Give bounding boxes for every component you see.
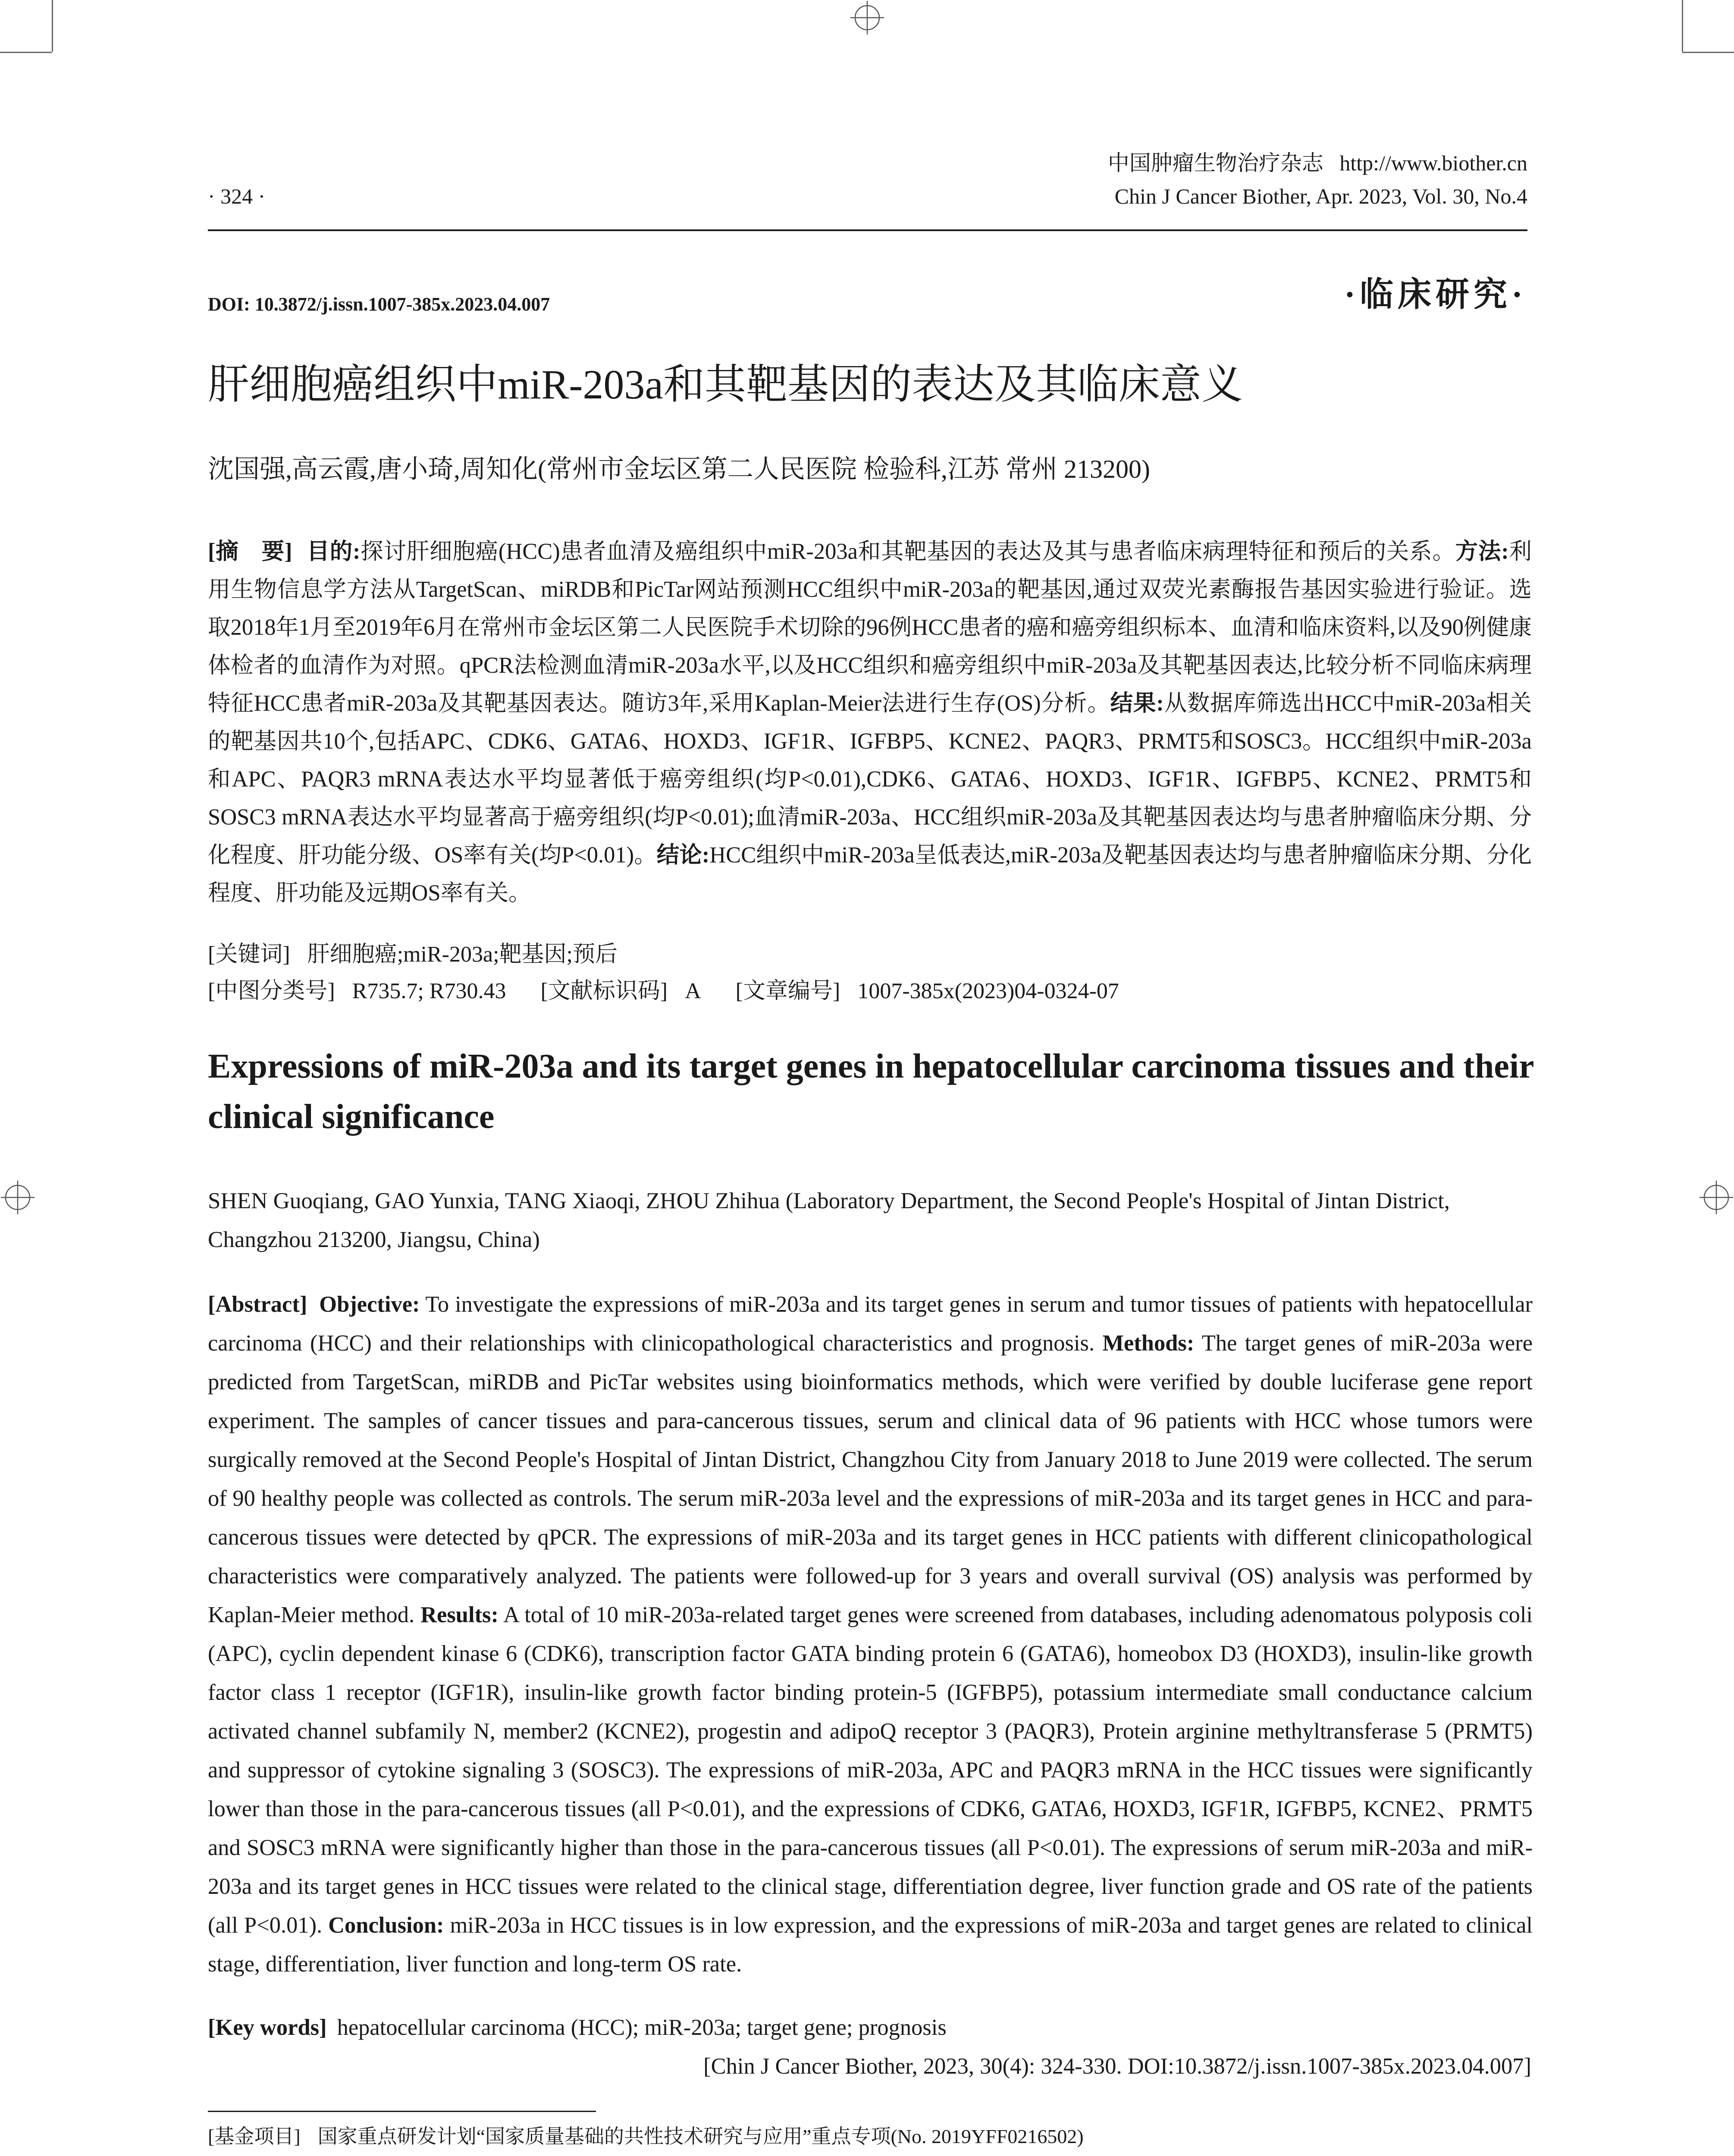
- article-title-cn: 肝细胞癌组织中miR-203a和其靶基因的表达及其临床意义: [208, 361, 1243, 407]
- keywords-text-cn: 肝细胞癌;miR-203a;靶基因;预后: [307, 942, 618, 967]
- journal-name-cn: 中国肿瘤生物治疗杂志: [1107, 151, 1323, 175]
- citation: [Chin J Cancer Biother, 2023, 30(4): 324-330. DOI:10.3872/j.issn.1007-385x.2023.04.007]: [703, 2054, 1531, 2079]
- running-head: [208, 142, 1527, 229]
- header-rule: [208, 229, 1527, 231]
- fund-text: 国家重点研发计划“国家质量基础的共性技术研究与应用”重点专项(No. 2019YFF0216502): [317, 2125, 1084, 2147]
- clc-label: [中图分类号]: [208, 979, 335, 1003]
- article-number-value: 1007-385x(2023)04-0324-07: [857, 979, 1119, 1003]
- abstract-label-en: [Abstract]: [208, 1292, 307, 1317]
- objective-label-en: Objective:: [319, 1292, 420, 1317]
- crop-mark: [0, 52, 52, 53]
- conclusion-label-en: Conclusion:: [328, 1913, 444, 1938]
- article-title-en: Expressions of miR-203a and its target genes in hepatocellular carcinoma tissues and their clinical significance: [208, 1047, 1534, 1136]
- conclusion-text-cn: HCC组织中miR-203a呈低表达,miR-203a及靶基因表达均与患者肿瘤临床分期、分化程度、肝功能及远期OS率有关。: [208, 843, 1532, 906]
- journal-url[interactable]: http://www.biother.cn: [1339, 151, 1527, 175]
- crop-mark: [1682, 52, 1734, 53]
- clc-value: R735.7; R730.43: [352, 979, 506, 1003]
- registration-mark-icon: [850, 1, 884, 34]
- methods-label-en: Methods:: [1102, 1331, 1195, 1356]
- abstract-label-cn: [摘 要]: [208, 539, 292, 564]
- abstract-cn: [208, 533, 1532, 912]
- keywords-text-en: hepatocellular carcinoma (HCC); miR-203a; target gene; prognosis: [337, 2015, 947, 2040]
- keywords-label-en: [Key words]: [208, 2015, 327, 2040]
- methods-label-cn: 方法:: [1455, 539, 1509, 564]
- results-text-en: A total of 10 miR-203a-related target genes were screened from databases, including adenomatous polyposis coli (APC), cyclin dependent kinase 6 (CDK6), transcription factor GATA binding protein 6 (GATA6), homeobox D3 (HOXD3), insulin-like growth factor class 1 receptor (IGF1R), insulin-like growth factor binding protein-5 (IGFBP5), potassium intermediate small conductance calcium activated channel subfamily N, member2 (KCNE2), progestin and adipoQ receptor 3 (PAQR3), Protein arginine methyltransferase 5 (PRMT5) and suppressor of cytokine signaling 3 (SOSC3). The expressions of miR-203a, APC and PAQR3 mRNA in the HCC tissues were significantly lower than those in the para-cancerous tissues (all P<0.01), and the expressions of CDK6, GATA6, HOXD3, IGF1R, IGFBP5, KCNE2、PRMT5 and SOSC3 mRNA were significantly higher than those in the para-cancerous tissues (all P<0.01). The expressions of serum miR-203a and miR-203a and its target genes in HCC tissues were related to the clinical stage, differentiation degree, liver function grade and OS rate of the patients (all P<0.01).: [208, 1602, 1533, 1938]
- results-text-cn: 从数据库筛选出HCC中miR-203a相关的靶基因共10个,包括APC、CDK6、GATA6、HOXD3、IGF1R、IGFBP5、KCNE2、PAQR3、PRMT5和SOSC3。HCC组织中miR-203a和APC、PAQR3 mRNA表达水平均显著低于癌旁组织(均P<0.01),CDK6、GATA6、HOXD3、IGF1R、IGFBP5、KCNE2、PRMT5和SOSC3 mRNA表达水平均显著高于癌旁组织(均P<0.01);血清miR-203a、HCC组织miR-203a及其靶基因表达均与患者肿瘤临床分期、分化程度、肝功能分级、OS率有关(均P<0.01)。: [208, 691, 1532, 868]
- crop-mark: [1682, 0, 1683, 52]
- registration-mark-icon: [1, 1181, 34, 1214]
- results-label-en: Results:: [420, 1602, 499, 1627]
- section-label: ·临床研究·: [1344, 276, 1527, 313]
- keywords-label-cn: [关键词]: [208, 942, 290, 967]
- journal-citation-line: Chin J Cancer Biother, Apr. 2023, Vol. 30, No.4: [1114, 184, 1527, 208]
- crop-mark: [52, 0, 53, 52]
- conclusion-text-en: miR-203a in HCC tissues is in low expression, and the expressions of miR-203a and target genes are related to clinical stage, differentiation, liver function and long-term OS rate.: [208, 1913, 1533, 1977]
- journal-header-line: [1108, 146, 1527, 177]
- article-number-label: [文章编号]: [735, 979, 840, 1003]
- doc-code-label: [文献标识码]: [540, 979, 668, 1003]
- keywords-cn: [208, 936, 618, 968]
- authors-cn: 沈国强,高云霞,唐小琦,周知化(常州市金坛区第二人民医院 检验科,江苏 常州 213200): [208, 455, 1150, 483]
- footnote-fund: [208, 2121, 1084, 2149]
- doi[interactable]: DOI: 10.3872/j.issn.1007-385x.2023.04.007: [208, 294, 550, 315]
- objective-label-cn: 目的:: [307, 539, 361, 564]
- doc-code-value: A: [685, 979, 701, 1003]
- registration-mark-icon: [1700, 1181, 1733, 1214]
- methods-text-cn: 利用生物信息学方法从TargetScan、miRDB和PicTar网站预测HCC组织中miR-203a的靶基因,通过双荧光素酶报告基因实验进行验证。选取2018年1月至2019年6月在常州市金坛区第二人民医院手术切除的96例HCC患者的癌和癌旁组织标本、血清和临床资料,以及90例健康体检者的血清作为对照。qPCR法检测血清miR-203a水平,以及HCC组织和癌旁组织中miR-203a及其靶基因表达,比较分析不同临床病理特征HCC患者miR-203a及其靶基因表达。随访3年,采用Kaplan-Meier法进行生存(OS)分析。: [208, 539, 1532, 716]
- objective-text-cn: 探讨肝细胞癌(HCC)患者血清及癌组织中miR-203a和其靶基因的表达及其与患者临床病理特征和预后的关系。: [360, 539, 1455, 564]
- fund-label: [基金项目]: [208, 2125, 301, 2147]
- authors-en: SHEN Guoqiang, GAO Yunxia, TANG Xiaoqi, ZHOU Zhihua (Laboratory Department, the Second People's Hospital of Jintan District, Changzhou 213200, Jiangsu, China): [208, 1188, 1450, 1252]
- objective-text-en: To investigate the expressions of miR-203a and its target genes in serum and tumor tissues of patients with hepatocellular carcinoma (HCC) and their relationships with clinicopathological characteristics and prognosis.: [208, 1292, 1533, 1356]
- methods-text-en: The target genes of miR-203a were predicted from TargetScan, miRDB and PicTar websites using bioinformatics methods, which were verified by double luciferase gene report experiment. The samples of cancer tissues and para-cancerous tissues, serum and clinical data of 96 patients with HCC whose tumors were surgically removed at the Second People's Hospital of Jintan District, Changzhou City from January 2018 to June 2019 were collected. The serum of 90 healthy people was collected as controls. The serum miR-203a level and the expressions of miR-203a and its target genes in HCC and para-cancerous tissues were detected by qPCR. The expressions of miR-203a and its target genes in HCC patients with different clinicopathological characteristics were comparatively analyzed. The patients were followed-up for 3 years and overall survival (OS) analysis was performed by Kaplan-Meier method.: [208, 1331, 1533, 1627]
- conclusion-label-cn: 结论:: [656, 843, 710, 868]
- page-number: · 324 ·: [208, 184, 266, 208]
- footnote-rule: [208, 2111, 596, 2112]
- keywords-en: [208, 2015, 947, 2040]
- results-label-cn: 结果:: [1110, 691, 1164, 716]
- abstract-en: [208, 1285, 1533, 1984]
- classification-cn: [208, 972, 1119, 1005]
